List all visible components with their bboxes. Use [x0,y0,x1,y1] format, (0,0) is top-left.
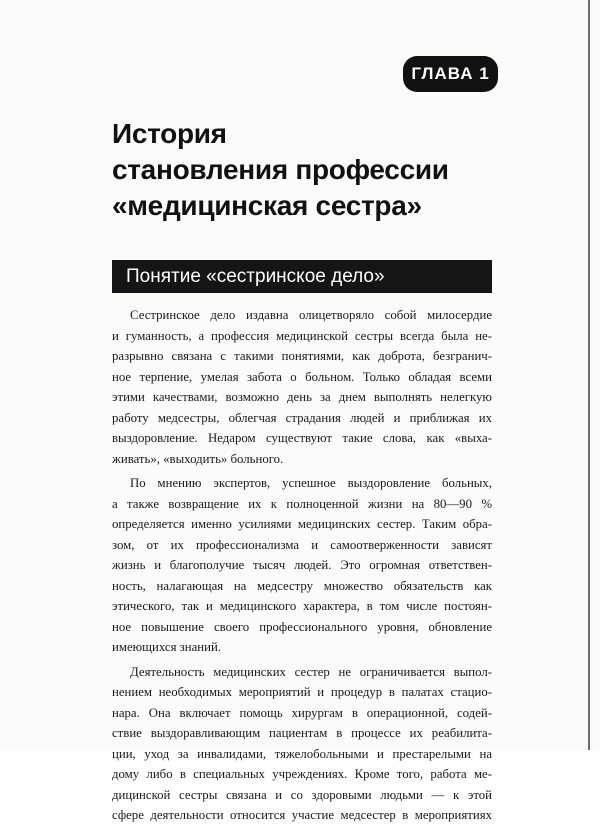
text-line: определяется именно усилиями медицинских сестер. Таким обра- [112,517,492,531]
title-line: «медицинская сестра» [112,190,422,221]
text-line: нением необходимых мероприятий и процедур в палатах стацио- [112,685,492,699]
text-line: ции, уход за инвалидами, тяжелобольными и престарелыми на [112,746,492,761]
section-heading: Понятие «сестринское дело» [112,260,492,293]
text-line: живать», «выходить» больного. [112,451,284,466]
text-line: дому либо в специальных учреждениях. Кроме того, работа ме- [112,767,492,781]
text-line: Сестринское дело издавна олицетворяло собой милосердие [130,308,492,322]
text-line: жизнь и благополучие тысяч людей. Это огромная ответствен- [112,558,492,572]
text-line: Деятельность медицинских сестер не ограничивается выпол- [130,664,492,679]
page-edge [588,0,590,750]
body-text [112,305,492,826]
text-line: а также возвращение их к полноценной жизни на 80—90 % [112,496,492,511]
text-line: разрывно связана с такими понятиями, как доброта, безгранич- [112,349,492,363]
paragraph [112,662,492,826]
chapter-badge: ГЛАВА 1 [403,56,498,92]
text-line: выздоровление. Недаром существуют такие слова, как «выха- [112,431,492,445]
text-line: сфере деятельности относится участие медсестер в мероприятиях [112,808,492,822]
text-line: ность, налагающая на медсестру множество обязательств как [112,578,492,593]
text-line: дицинской сестры связана и со здоровыми людьми — к этой [112,787,492,802]
text-line: зом, от их профессионализма и самоотверженности зависят [112,537,492,552]
text-line: ное повышение своего профессионального уровня, обновление [112,619,492,634]
chapter-title [112,116,492,224]
text-line: и гуманность, а профессия медицинской сестры всегда была не- [112,328,492,343]
title-line: становления профессии [112,154,449,185]
title-line: История [112,118,227,149]
paragraph [112,305,492,469]
text-line: работу медсестры, облегчая страдания людей и приближая их [112,410,492,425]
text-line: ное терпение, умелая забота о больном. Только обладая всеми [112,369,492,384]
text-line: ствие выздоравливающим пациентам в процессе их реабилита- [112,726,492,740]
text-line: этими качествами, возможно день за днем выполнять нелегкую [112,390,492,404]
paragraph [112,473,492,658]
text-line: По мнению экспертов, успешное выздоровление больных, [130,476,492,490]
text-line: нара. Она включает помощь хирургам в операционной, содей- [112,705,492,720]
text-line: имеющихся знаний. [112,640,222,654]
text-line: этического, так и медицинского характера, в том числе постоян- [112,599,492,613]
